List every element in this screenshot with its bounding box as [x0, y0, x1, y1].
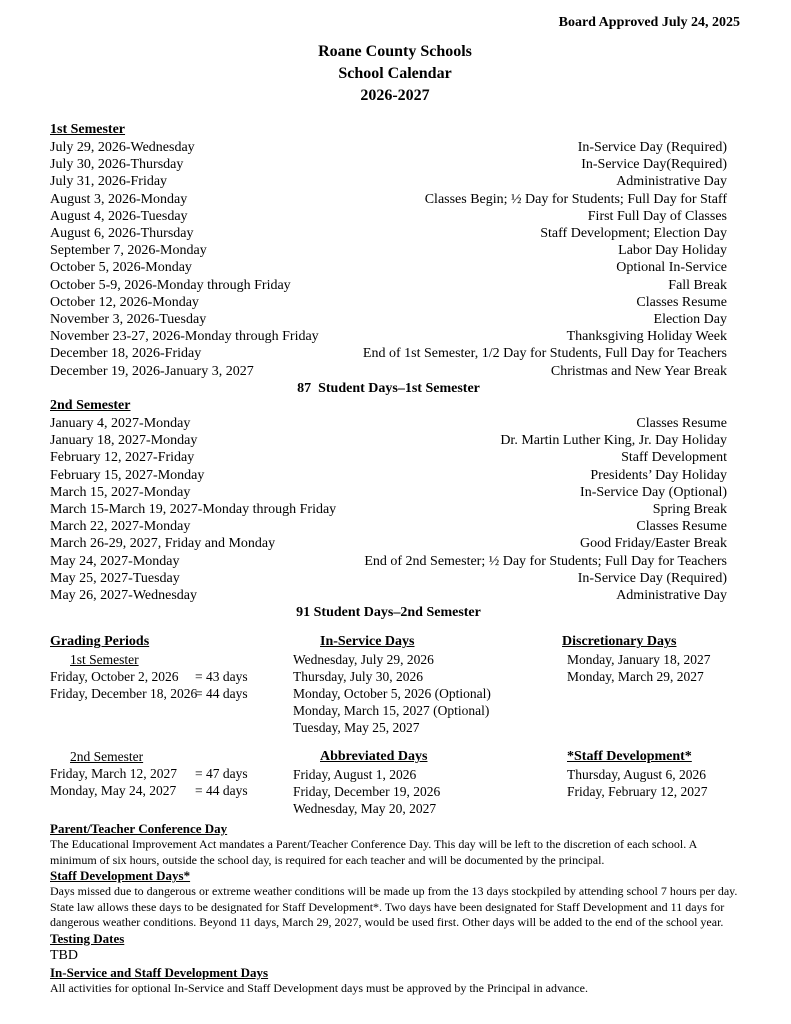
ptc-heading: Parent/Teacher Conference Day — [50, 821, 228, 837]
calendar-event: Classes Resume — [636, 416, 727, 432]
calendar-date: July 30, 2026-Thursday — [50, 157, 184, 173]
calendar-date: August 6, 2026-Thursday — [50, 226, 194, 242]
calendar-event: Classes Resume — [636, 294, 727, 310]
document-title — [50, 41, 740, 107]
calendar-row — [50, 242, 727, 259]
calendar-event: Administrative Day — [616, 174, 727, 190]
calendar-row — [50, 501, 727, 518]
calendar-event: Thanksgiving Holiday Week — [566, 329, 727, 345]
calendar-event: Spring Break — [652, 502, 727, 518]
semester1-heading: 1st Semester — [50, 122, 126, 137]
calendar-date: March 22, 2027-Monday — [50, 519, 191, 535]
calendar-date: August 4, 2026-Tuesday — [50, 208, 188, 224]
summary-columns-row1 — [50, 633, 740, 736]
calendar-row — [50, 535, 727, 552]
calendar-event: Election Day — [653, 312, 727, 328]
calendar-row — [50, 553, 727, 570]
title-district: Roane County Schools — [318, 43, 472, 60]
abbreviated-day-item: Friday, August 1, 2026 — [293, 767, 417, 783]
discretionary-day-item: Monday, January 18, 2027 — [567, 652, 711, 668]
calendar-date: July 31, 2026-Friday — [50, 174, 168, 190]
calendar-event: Classes Begin; ½ Day for Students; Full Day for Staff — [424, 191, 727, 207]
calendar-event: Optional In-Service — [616, 260, 727, 276]
calendar-date: March 15, 2027-Monday — [50, 484, 191, 500]
calendar-event: End of 2nd Semester; ½ Day for Students; Full Day for Teachers — [364, 553, 727, 569]
calendar-row — [50, 518, 727, 535]
calendar-date: March 15-March 19, 2027-Monday through Friday — [50, 502, 337, 518]
grading-date: Friday, March 12, 2027 — [50, 766, 177, 782]
calendar-row — [50, 467, 727, 484]
calendar-event: Fall Break — [668, 277, 727, 293]
calendar-row — [50, 484, 727, 501]
calendar-row — [50, 311, 727, 328]
grading-day-count: = 47 days — [195, 766, 248, 782]
calendar-row — [50, 415, 727, 432]
calendar-row — [50, 225, 727, 242]
grading-date: Monday, May 24, 2027 — [50, 783, 177, 799]
calendar-event: Labor Day Holiday — [618, 243, 727, 259]
inservice-days-list — [293, 651, 562, 736]
calendar-event: Staff Development — [621, 450, 727, 466]
calendar-date: May 25, 2027-Tuesday — [50, 570, 180, 586]
notes-section — [50, 821, 740, 996]
staff-development-item: Friday, February 12, 2027 — [567, 784, 708, 800]
calendar-date: December 18, 2026-Friday — [50, 346, 202, 362]
staff-development-heading: *Staff Development* — [567, 749, 692, 765]
calendar-event: In-Service Day (Optional) — [580, 484, 727, 500]
calendar-row — [50, 259, 727, 276]
inservice-day-item: Wednesday, July 29, 2026 — [293, 652, 434, 668]
calendar-event: Staff Development; Election Day — [540, 226, 727, 242]
discretionary-days-heading: Discretionary Days — [562, 634, 677, 650]
abbreviated-day-item: Wednesday, May 20, 2027 — [293, 801, 437, 817]
testing-dates-body: TBD — [50, 947, 78, 963]
calendar-date: March 26-29, 2027, Friday and Monday — [50, 536, 276, 552]
calendar-event: First Full Day of Classes — [587, 208, 727, 224]
calendar-date: October 5-9, 2026-Monday through Friday — [50, 277, 291, 293]
grading-sem2-column — [50, 748, 293, 817]
staff-development-list — [562, 766, 740, 800]
inservice-day-item: Monday, March 15, 2027 (Optional) — [293, 703, 490, 719]
inservice-day-item: Tuesday, May 25, 2027 — [293, 720, 420, 736]
staff-development-column — [562, 748, 740, 817]
calendar-date: January 4, 2027-Monday — [50, 416, 191, 432]
semester1-summary: 87 Student Days–1st Semester — [297, 380, 480, 396]
testing-dates-heading: Testing Dates — [50, 930, 125, 946]
ptc-body: The Educational Improvement Act mandates a Parent/Teacher Conference Day. This day will be left to the discretion of each school. A minimum of six hours, outside the school day, is required for each teacher and will be documented by the principal. — [50, 837, 697, 867]
calendar-event: In-Service Day (Required) — [577, 570, 727, 586]
calendar-date: February 12, 2027-Friday — [50, 450, 195, 466]
calendar-date: July 29, 2026-Wednesday — [50, 140, 195, 155]
calendar-event: In-Service Day (Required) — [577, 140, 727, 155]
discretionary-days-list — [562, 651, 740, 685]
calendar-date: October 5, 2026-Monday — [50, 260, 192, 276]
sdd-body: Days missed due to dangerous or extreme weather conditions will be made up from the 13 days stockpiled by attending school 7 hours per day. State law allows these days to be designated for Staff Development*. Two days have been designated for Staff Development and 11 days for dangerous weather conditions. Beyond 11 days, March 29, 2027, would be used first. Other days will be added to the end of the school year. — [50, 884, 738, 930]
discretionary-day-item: Monday, March 29, 2027 — [567, 669, 704, 685]
calendar-date: May 26, 2027-Wednesday — [50, 588, 198, 604]
grading-periods-column — [50, 633, 293, 736]
grading-day-count: = 44 days — [195, 783, 248, 799]
calendar-event: Good Friday/Easter Break — [580, 536, 727, 552]
calendar-event: Dr. Martin Luther King, Jr. Day Holiday — [500, 433, 727, 449]
inservice-days-heading: In-Service Days — [320, 634, 415, 650]
calendar-row — [50, 191, 727, 208]
grading-sem1-rows — [50, 668, 293, 702]
calendar-row — [50, 449, 727, 466]
calendar-event: Administrative Day — [616, 588, 727, 604]
calendar-row — [50, 328, 727, 345]
grading-sem2-subheading: 2nd Semester — [70, 749, 144, 765]
calendar-event: Classes Resume — [636, 519, 727, 535]
title-years: 2026-2027 — [360, 87, 430, 104]
discretionary-days-column — [562, 633, 740, 736]
staff-development-item: Thursday, August 6, 2026 — [567, 767, 706, 783]
calendar-row — [50, 277, 727, 294]
grading-row — [50, 668, 293, 685]
semester1-rows — [50, 139, 740, 380]
calendar-row — [50, 363, 727, 380]
inservice-day-item: Thursday, July 30, 2026 — [293, 669, 423, 685]
calendar-row — [50, 432, 727, 449]
grading-periods-heading: Grading Periods — [50, 634, 150, 650]
abbreviated-days-heading: Abbreviated Days — [320, 749, 428, 765]
sdd-heading: Staff Development Days* — [50, 868, 191, 884]
calendar-event: Presidents’ Day Holiday — [590, 467, 727, 483]
calendar-date: February 15, 2027-Monday — [50, 467, 205, 483]
calendar-event: In-Service Day(Required) — [581, 157, 727, 173]
calendar-date: September 7, 2026-Monday — [50, 243, 207, 259]
calendar-event: End of 1st Semester, 1/2 Day for Students, Full Day for Teachers — [362, 346, 727, 362]
calendar-row — [50, 173, 727, 190]
semester2-summary: 91 Student Days–2nd Semester — [296, 605, 481, 621]
semester2-heading: 2nd Semester — [50, 398, 131, 414]
calendar-row — [50, 294, 727, 311]
calendar-row — [50, 570, 727, 587]
inservice-day-item: Monday, October 5, 2026 (Optional) — [293, 686, 491, 702]
calendar-row — [50, 587, 727, 604]
abbreviated-days-column — [293, 748, 562, 817]
calendar-row — [50, 345, 727, 362]
calendar-date: October 12, 2026-Monday — [50, 294, 199, 310]
semester2-rows — [50, 415, 740, 604]
calendar-date: December 19, 2026-January 3, 2027 — [50, 363, 254, 379]
grading-sem2-rows — [50, 765, 293, 799]
grading-sem1-subheading: 1st Semester — [70, 652, 139, 668]
abbreviated-day-item: Friday, December 19, 2026 — [293, 784, 441, 800]
grading-date: Friday, October 2, 2026 — [50, 669, 179, 685]
calendar-row — [50, 139, 727, 156]
grading-row — [50, 782, 293, 799]
calendar-date: November 3, 2026-Tuesday — [50, 312, 207, 328]
grading-row — [50, 685, 293, 702]
summary-columns-row2 — [50, 748, 740, 817]
calendar-date: August 3, 2026-Monday — [50, 191, 188, 207]
inservice-days-column — [293, 633, 562, 736]
title-calendar: School Calendar — [338, 65, 452, 82]
grading-row — [50, 765, 293, 782]
calendar-event: Christmas and New Year Break — [550, 363, 727, 379]
calendar-date: May 24, 2027-Monday — [50, 553, 180, 569]
calendar-date: January 18, 2027-Monday — [50, 433, 198, 449]
grading-day-count: = 43 days — [195, 669, 248, 685]
inservice-staffdev-body: All activities for optional In-Service and Staff Development days must be approved by the Principal in advance. — [50, 980, 588, 995]
board-approved-note: Board Approved July 24, 2025 — [558, 15, 740, 30]
abbreviated-days-list — [293, 766, 562, 817]
calendar-date: November 23-27, 2026-Monday through Friday — [50, 329, 319, 345]
grading-date: Friday, December 18, 2026 — [50, 686, 198, 702]
calendar-row — [50, 156, 727, 173]
inservice-staffdev-heading: In-Service and Staff Development Days — [50, 964, 269, 980]
calendar-row — [50, 208, 727, 225]
grading-day-count: = 44 days — [195, 686, 248, 702]
